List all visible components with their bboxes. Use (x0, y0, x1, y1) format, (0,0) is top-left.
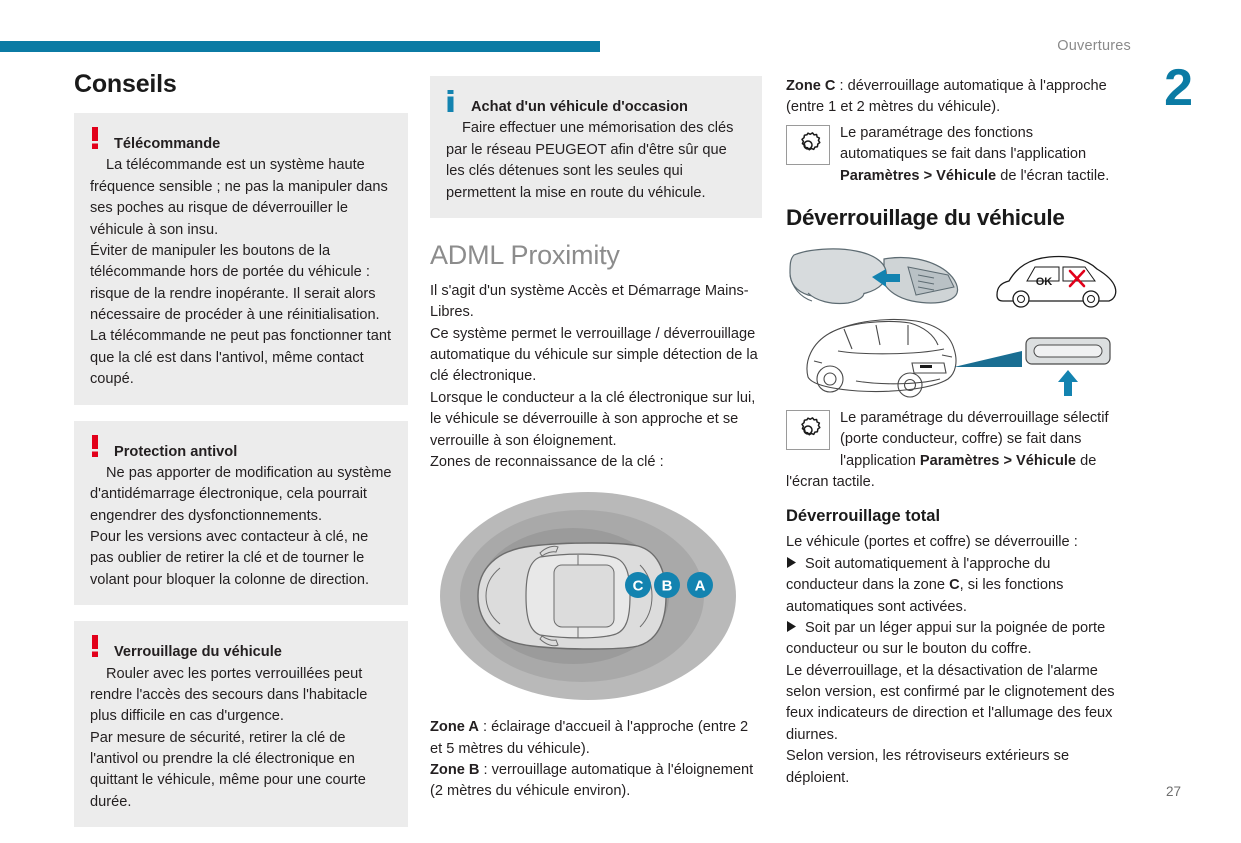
callout-telecommande-body3: La télécommande ne peut pas fonctionner tant que la clé est dans l'antivol, même contact coupé. (90, 328, 391, 388)
adml-proximity-title: ADML Proximity (430, 239, 620, 270)
unlock-bullet-1-text-b: , si les fonctions automatiques sont activées. (786, 577, 1064, 615)
callout-achat-occasion-heading: Achat d'un véhicule d'occasion (471, 99, 688, 115)
unlock-bullet-1-bold: C (949, 577, 960, 594)
info-icon (446, 90, 455, 112)
triangle-right-icon (786, 621, 797, 632)
zone-badge-a (687, 572, 713, 598)
gear-note-2-text-b: de l'écran tactile. (786, 452, 1097, 490)
gear-note-1-bold: Paramètres > Véhicule (840, 167, 997, 184)
callout-telecommande (74, 113, 408, 405)
callout-verrouillage-vehicule-body2: Par mesure de sécurité, retirer la clé de l'antivol ou prendre la clé électronique en quittant le véhicule, même pour une courte durée. (90, 729, 366, 810)
adml-paragraph-4: Zones de reconnaissance de la clé : (430, 453, 664, 470)
unlock-paragraph-2: Selon version, les rétroviseurs extérieurs se déploient. (786, 748, 1070, 786)
callout-telecommande-body2: Éviter de manipuler les boutons de la télécommande hors de portée du véhicule : risque de la rendre inopérante. Il serait alors nécessaire de procéder à une réinitialisation. (90, 242, 380, 323)
chapter-number: 2 (1164, 59, 1193, 117)
zone-badge-c (625, 572, 651, 598)
callout-protection-antivol (74, 421, 408, 606)
warning-exclamation-icon (90, 127, 100, 149)
gear-icon (786, 410, 830, 450)
unlock-bullet-2-text-a: Soit par un léger appui sur la poignée de porte conducteur ou sur le bouton du coffre. (786, 619, 1106, 658)
unlock-bullet-1 (786, 554, 1120, 618)
callout-telecommande-heading: Télécommande (114, 136, 221, 152)
ok-label: OK (1035, 275, 1053, 288)
warning-exclamation-icon (90, 435, 100, 457)
callout-achat-occasion (430, 76, 762, 218)
svg-text:C: C (632, 577, 644, 595)
zone-c-label: Zone C (786, 78, 836, 94)
gear-note-automatic-functions (786, 123, 1120, 187)
unlock-bullet-2 (786, 618, 1120, 661)
vehicle-unlocking-illustration (786, 243, 1120, 398)
header-accent-rule (0, 41, 600, 52)
callout-verrouillage-vehicule-p1 (90, 634, 392, 728)
callout-telecommande-body: La télécommande est un système haute fréquence sensible ; ne pas la manipuler dans ses poches au risque de déverrouiller le véhicule à son insu. (90, 157, 388, 238)
section-label: Ouvertures (1057, 38, 1131, 54)
gear-note-selective-unlocking (786, 408, 1120, 494)
zone-a-label: Zone A (430, 719, 479, 736)
callout-protection-antivol-body: Ne pas apporter de modification au système d'antidémarrage électronique, cela pourrait engendrer des dysfonctionnements. (90, 464, 392, 524)
callout-achat-occasion-body: Faire effectuer une mémorisation des clés par le réseau PEUGEOT afin d'être sûr que les clés détenues sont les seules qui permettent la mise en route du véhicule. (446, 120, 734, 201)
total-unlocking-subtitle: Déverrouillage total (786, 507, 941, 526)
gear-note-1-text-a: Le paramétrage des fonctions automatiques se fait dans l'application (840, 124, 1087, 163)
callout-telecommande-p1 (90, 126, 392, 241)
unlocking-title: Déverrouillage du véhicule (786, 204, 1065, 230)
adml-paragraph-2: Ce système permet le verrouillage / déverrouillage automatique du véhicule sur simple détection de la clé électronique. (430, 325, 758, 385)
key-recognition-zones-diagram (430, 485, 762, 707)
zone-c-text: : déverrouillage automatique à l'approche (entre 1 et 2 mètres du véhicule). (786, 78, 1107, 116)
callout-achat-occasion-p1 (446, 89, 746, 204)
warning-exclamation-icon (90, 635, 100, 657)
unlock-paragraph-1: Le déverrouillage, et la désactivation de l'alarme selon version, est confirmé par le clignotement des feux indicateurs de direction et l'allumage des feux diurnes. (786, 662, 1115, 743)
page-number: 27 (1165, 784, 1181, 799)
column-two (430, 70, 762, 803)
callout-verrouillage-vehicule-body: Rouler avec les portes verrouillées peut rendre l'accès des secours dans l'habitacle plus difficile en cas d'urgence. (90, 665, 368, 725)
svg-text:A: A (694, 577, 706, 595)
zone-b-description (430, 760, 762, 803)
gear-note-1-text-b: de l'écran tactile. (996, 167, 1110, 184)
column-one (74, 70, 408, 843)
adml-paragraph-3: Lorsque le conducteur a la clé électronique sur lui, le véhicule se déverrouille à son approche et se verrouille à son éloignement. (430, 389, 756, 449)
zone-badge-b (654, 572, 680, 598)
callout-verrouillage-vehicule (74, 621, 408, 827)
gear-note-2-bold: Paramètres > Véhicule (919, 452, 1077, 469)
callout-protection-antivol-p1 (90, 434, 392, 528)
svg-text:B: B (661, 577, 673, 595)
gear-note-2-text-a: Le paramétrage du déverrouillage sélectif (porte conducteur, coffre) se fait dans l'application (840, 409, 1109, 469)
triangle-right-icon (786, 557, 797, 568)
callout-protection-antivol-heading: Protection antivol (114, 443, 238, 460)
zone-b-text: : verrouillage automatique à l'éloignement (2 mètres du véhicule environ). (430, 762, 754, 800)
adml-paragraph-1: Il s'agit d'un système Accès et Démarrage Mains-Libres. (430, 282, 749, 321)
unlock-bullet-1-text-a: Soit automatiquement à l'approche du conducteur dans la zone (786, 555, 1051, 594)
callout-protection-antivol-body2: Pour les versions avec contacteur à clé, ne pas oublier de retirer la clé et de tourner le volant pour bloquer la colonne de direction. (90, 529, 370, 588)
total-unlocking-intro: Le véhicule (portes et coffre) se déverrouille : (786, 534, 1078, 551)
zone-c-description (786, 76, 1120, 119)
column-three (786, 70, 1120, 789)
zone-a-text: : éclairage d'accueil à l'approche (entre 2 et 5 mètres du véhicule). (430, 719, 749, 757)
gear-icon (786, 125, 830, 165)
callout-verrouillage-vehicule-heading: Verrouillage du véhicule (114, 644, 282, 661)
page-title: Conseils (74, 70, 177, 98)
zone-a-description (430, 717, 762, 760)
zone-b-label: Zone B (430, 762, 480, 778)
